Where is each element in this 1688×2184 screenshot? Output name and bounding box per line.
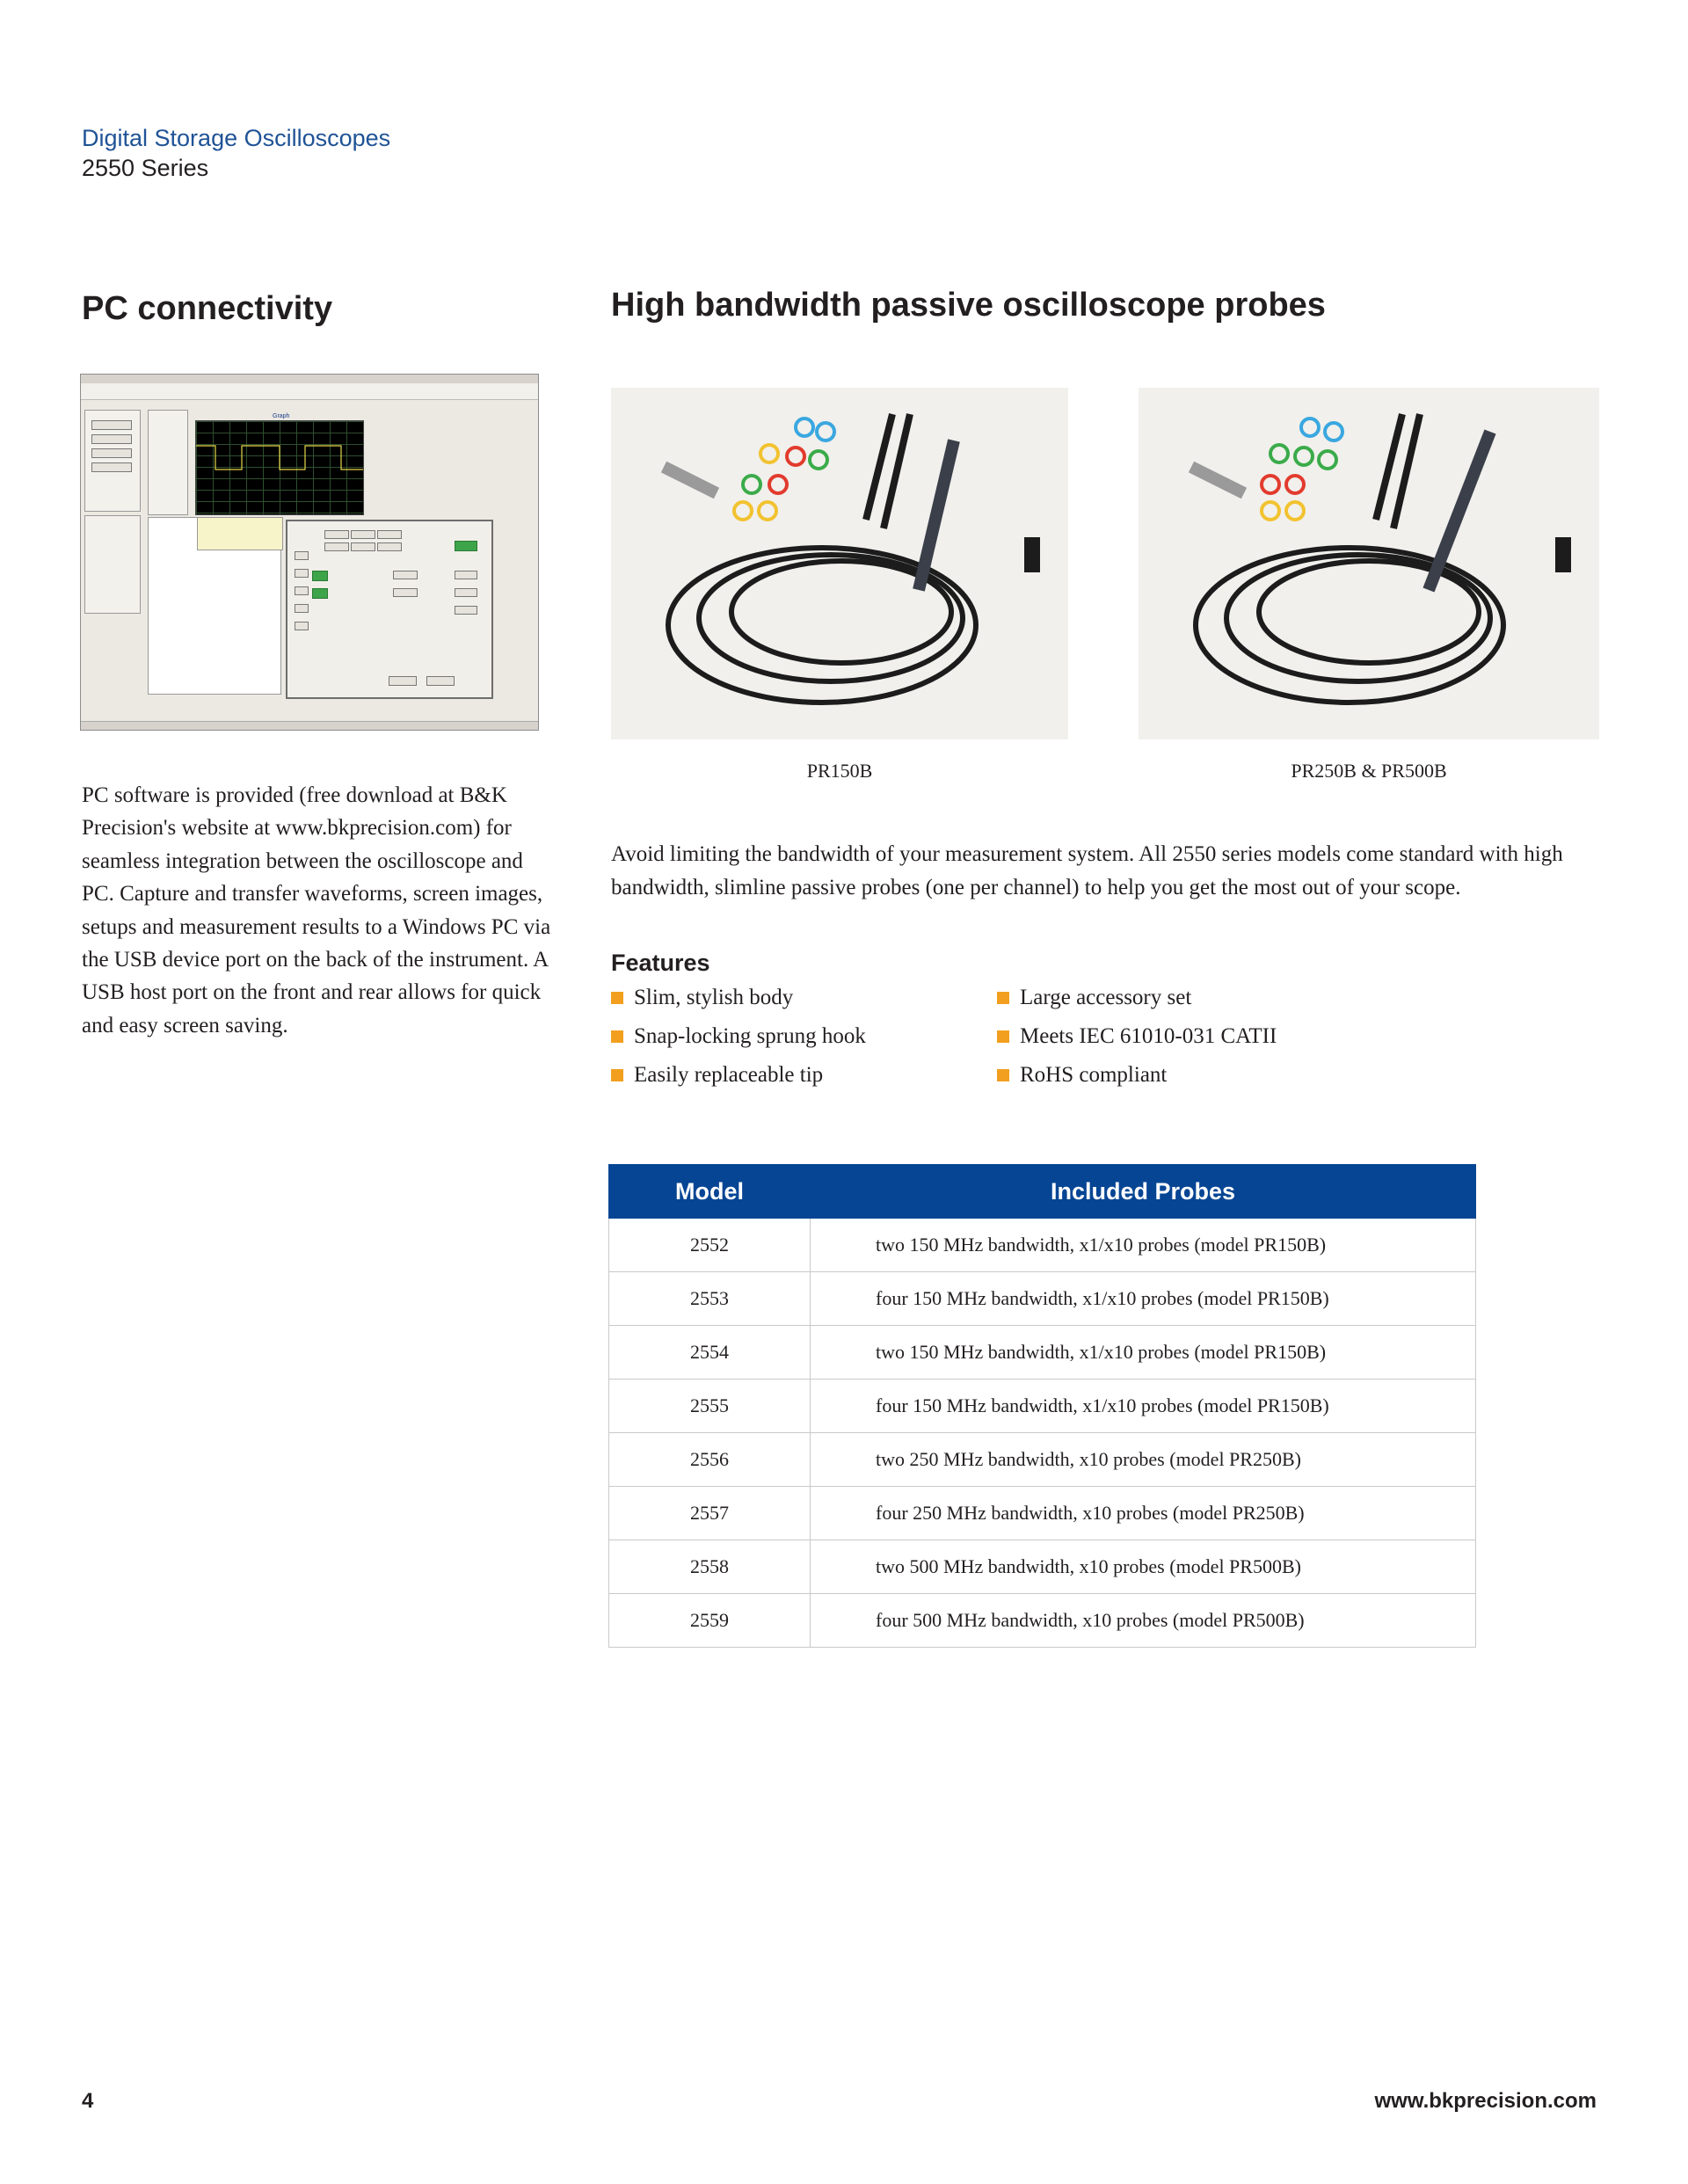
probes-cell: four 500 MHz bandwidth, x10 probes (model PR500B) <box>811 1594 1476 1648</box>
website-link[interactable]: www.bkprecision.com <box>1374 2089 1597 2113</box>
features-title: Features <box>611 950 710 976</box>
screenshot-button <box>91 448 132 458</box>
table-row <box>609 1380 1476 1433</box>
dialog-button <box>455 588 477 597</box>
screenshot-graph-label: Graph <box>273 413 290 419</box>
photo-caption-pr250b-pr500b: PR250B & PR500B <box>1291 760 1447 782</box>
screenshot-button <box>91 434 132 444</box>
model-probes-table <box>608 1164 1476 1648</box>
probe-photo-pr150b <box>611 388 1068 739</box>
table-row <box>609 1540 1476 1594</box>
table-row <box>609 1433 1476 1487</box>
feature-item <box>611 1024 866 1049</box>
bullet-square-icon <box>611 992 623 1004</box>
screenshot-graph-options-panel <box>148 410 188 515</box>
dialog-button <box>295 586 309 595</box>
feature-item <box>997 1063 1167 1088</box>
probes-cell: two 150 MHz bandwidth, x1/x10 probes (model PR150B) <box>811 1219 1476 1272</box>
dialog-button <box>377 542 402 551</box>
dialog-button <box>455 571 477 579</box>
model-cell: 2559 <box>609 1594 811 1648</box>
feature-label: RoHS compliant <box>1020 1063 1168 1087</box>
feature-item <box>997 986 1191 1010</box>
probes-heading: High bandwidth passive oscilloscope probes <box>611 287 1326 324</box>
feature-label: Large accessory set <box>1020 986 1192 1009</box>
model-cell: 2557 <box>609 1487 811 1540</box>
dialog-button <box>295 622 309 630</box>
model-cell: 2556 <box>609 1433 811 1487</box>
probes-body: Avoid limiting the bandwidth of your measurement system. All 2550 series models come standard with high bandwidth, slimline passive probes (one per channel) to help you get the most out of your scope. <box>611 842 1563 899</box>
screenshot-toolbar <box>81 383 538 400</box>
feature-item <box>611 986 793 1010</box>
dialog-button <box>455 606 477 615</box>
screenshot-virtual-panel-dialog <box>286 520 493 699</box>
dialog-button <box>393 588 418 597</box>
feature-label: Easily replaceable tip <box>634 1063 824 1087</box>
pc-software-screenshot <box>80 374 539 731</box>
dialog-button <box>295 551 309 560</box>
model-cell: 2552 <box>609 1219 811 1272</box>
dialog-button <box>426 676 455 686</box>
screenshot-statusbar <box>81 721 538 730</box>
dialog-button <box>324 530 349 539</box>
table-row <box>609 1326 1476 1380</box>
dialog-button <box>295 569 309 578</box>
probes-cell: four 150 MHz bandwidth, x1/x10 probes (model PR150B) <box>811 1380 1476 1433</box>
screenshot-file-panel <box>84 515 141 614</box>
probes-cell: four 250 MHz bandwidth, x10 probes (model PR250B) <box>811 1487 1476 1540</box>
bullet-square-icon <box>611 1069 623 1081</box>
dialog-button <box>377 530 402 539</box>
table-row <box>609 1487 1476 1540</box>
dialog-button <box>324 542 349 551</box>
bullet-square-icon <box>997 1030 1009 1043</box>
pc-connectivity-heading: PC connectivity <box>82 290 333 327</box>
probes-cell: two 250 MHz bandwidth, x10 probes (model PR250B) <box>811 1433 1476 1487</box>
dialog-button <box>351 530 375 539</box>
feature-label: Slim, stylish body <box>634 986 794 1009</box>
dialog-button <box>295 604 309 613</box>
screenshot-button <box>91 420 132 430</box>
table-row <box>609 1219 1476 1272</box>
probes-cell: two 150 MHz bandwidth, x1/x10 probes (model PR150B) <box>811 1326 1476 1380</box>
table-row <box>609 1594 1476 1648</box>
dialog-green-button <box>312 571 328 581</box>
feature-label: Meets IEC 61010-031 CATII <box>1020 1024 1277 1048</box>
pc-connectivity-body: PC software is provided (free download at B&K Precision's website at www.bkprecision.com) for seamless integration between the oscilloscope and PC. Capture and transfer waveforms, screen images, setups and measurement results to a Windows PC via the USB device port on the back of the instrument. A USB host port on the front and rear allows for quick and easy screen saving. <box>82 783 551 1037</box>
series-title: Digital Storage Oscilloscopes <box>82 125 391 151</box>
dialog-green-button <box>455 541 477 551</box>
screenshot-scope-display <box>195 420 364 515</box>
table-row <box>609 1272 1476 1326</box>
model-cell: 2555 <box>609 1380 811 1433</box>
model-cell: 2554 <box>609 1326 811 1380</box>
photo-caption-pr150b: PR150B <box>806 760 873 782</box>
feature-item <box>997 1024 1277 1049</box>
square-wave-trace <box>196 421 363 514</box>
screenshot-measure-panel <box>197 517 283 550</box>
table-header-row <box>609 1165 1476 1219</box>
series-subtitle: 2550 Series <box>82 155 209 181</box>
model-cell: 2558 <box>609 1540 811 1594</box>
dialog-button <box>351 542 375 551</box>
column-header-model: Model <box>609 1165 811 1219</box>
feature-label: Snap-locking sprung hook <box>634 1024 866 1048</box>
probes-cell: two 500 MHz bandwidth, x10 probes (model PR500B) <box>811 1540 1476 1594</box>
dialog-button <box>393 571 418 579</box>
bullet-square-icon <box>611 1030 623 1043</box>
page-number: 4 <box>82 2089 94 2113</box>
model-cell: 2553 <box>609 1272 811 1326</box>
bullet-square-icon <box>997 1069 1009 1081</box>
probe-photo-pr250b-pr500b <box>1139 388 1599 739</box>
probes-cell: four 150 MHz bandwidth, x1/x10 probes (model PR150B) <box>811 1272 1476 1326</box>
feature-item <box>611 1063 823 1088</box>
dialog-button <box>389 676 417 686</box>
dialog-green-button <box>312 588 328 599</box>
column-header-included-probes: Included Probes <box>811 1165 1476 1219</box>
bullet-square-icon <box>997 992 1009 1004</box>
screenshot-button <box>91 462 132 472</box>
